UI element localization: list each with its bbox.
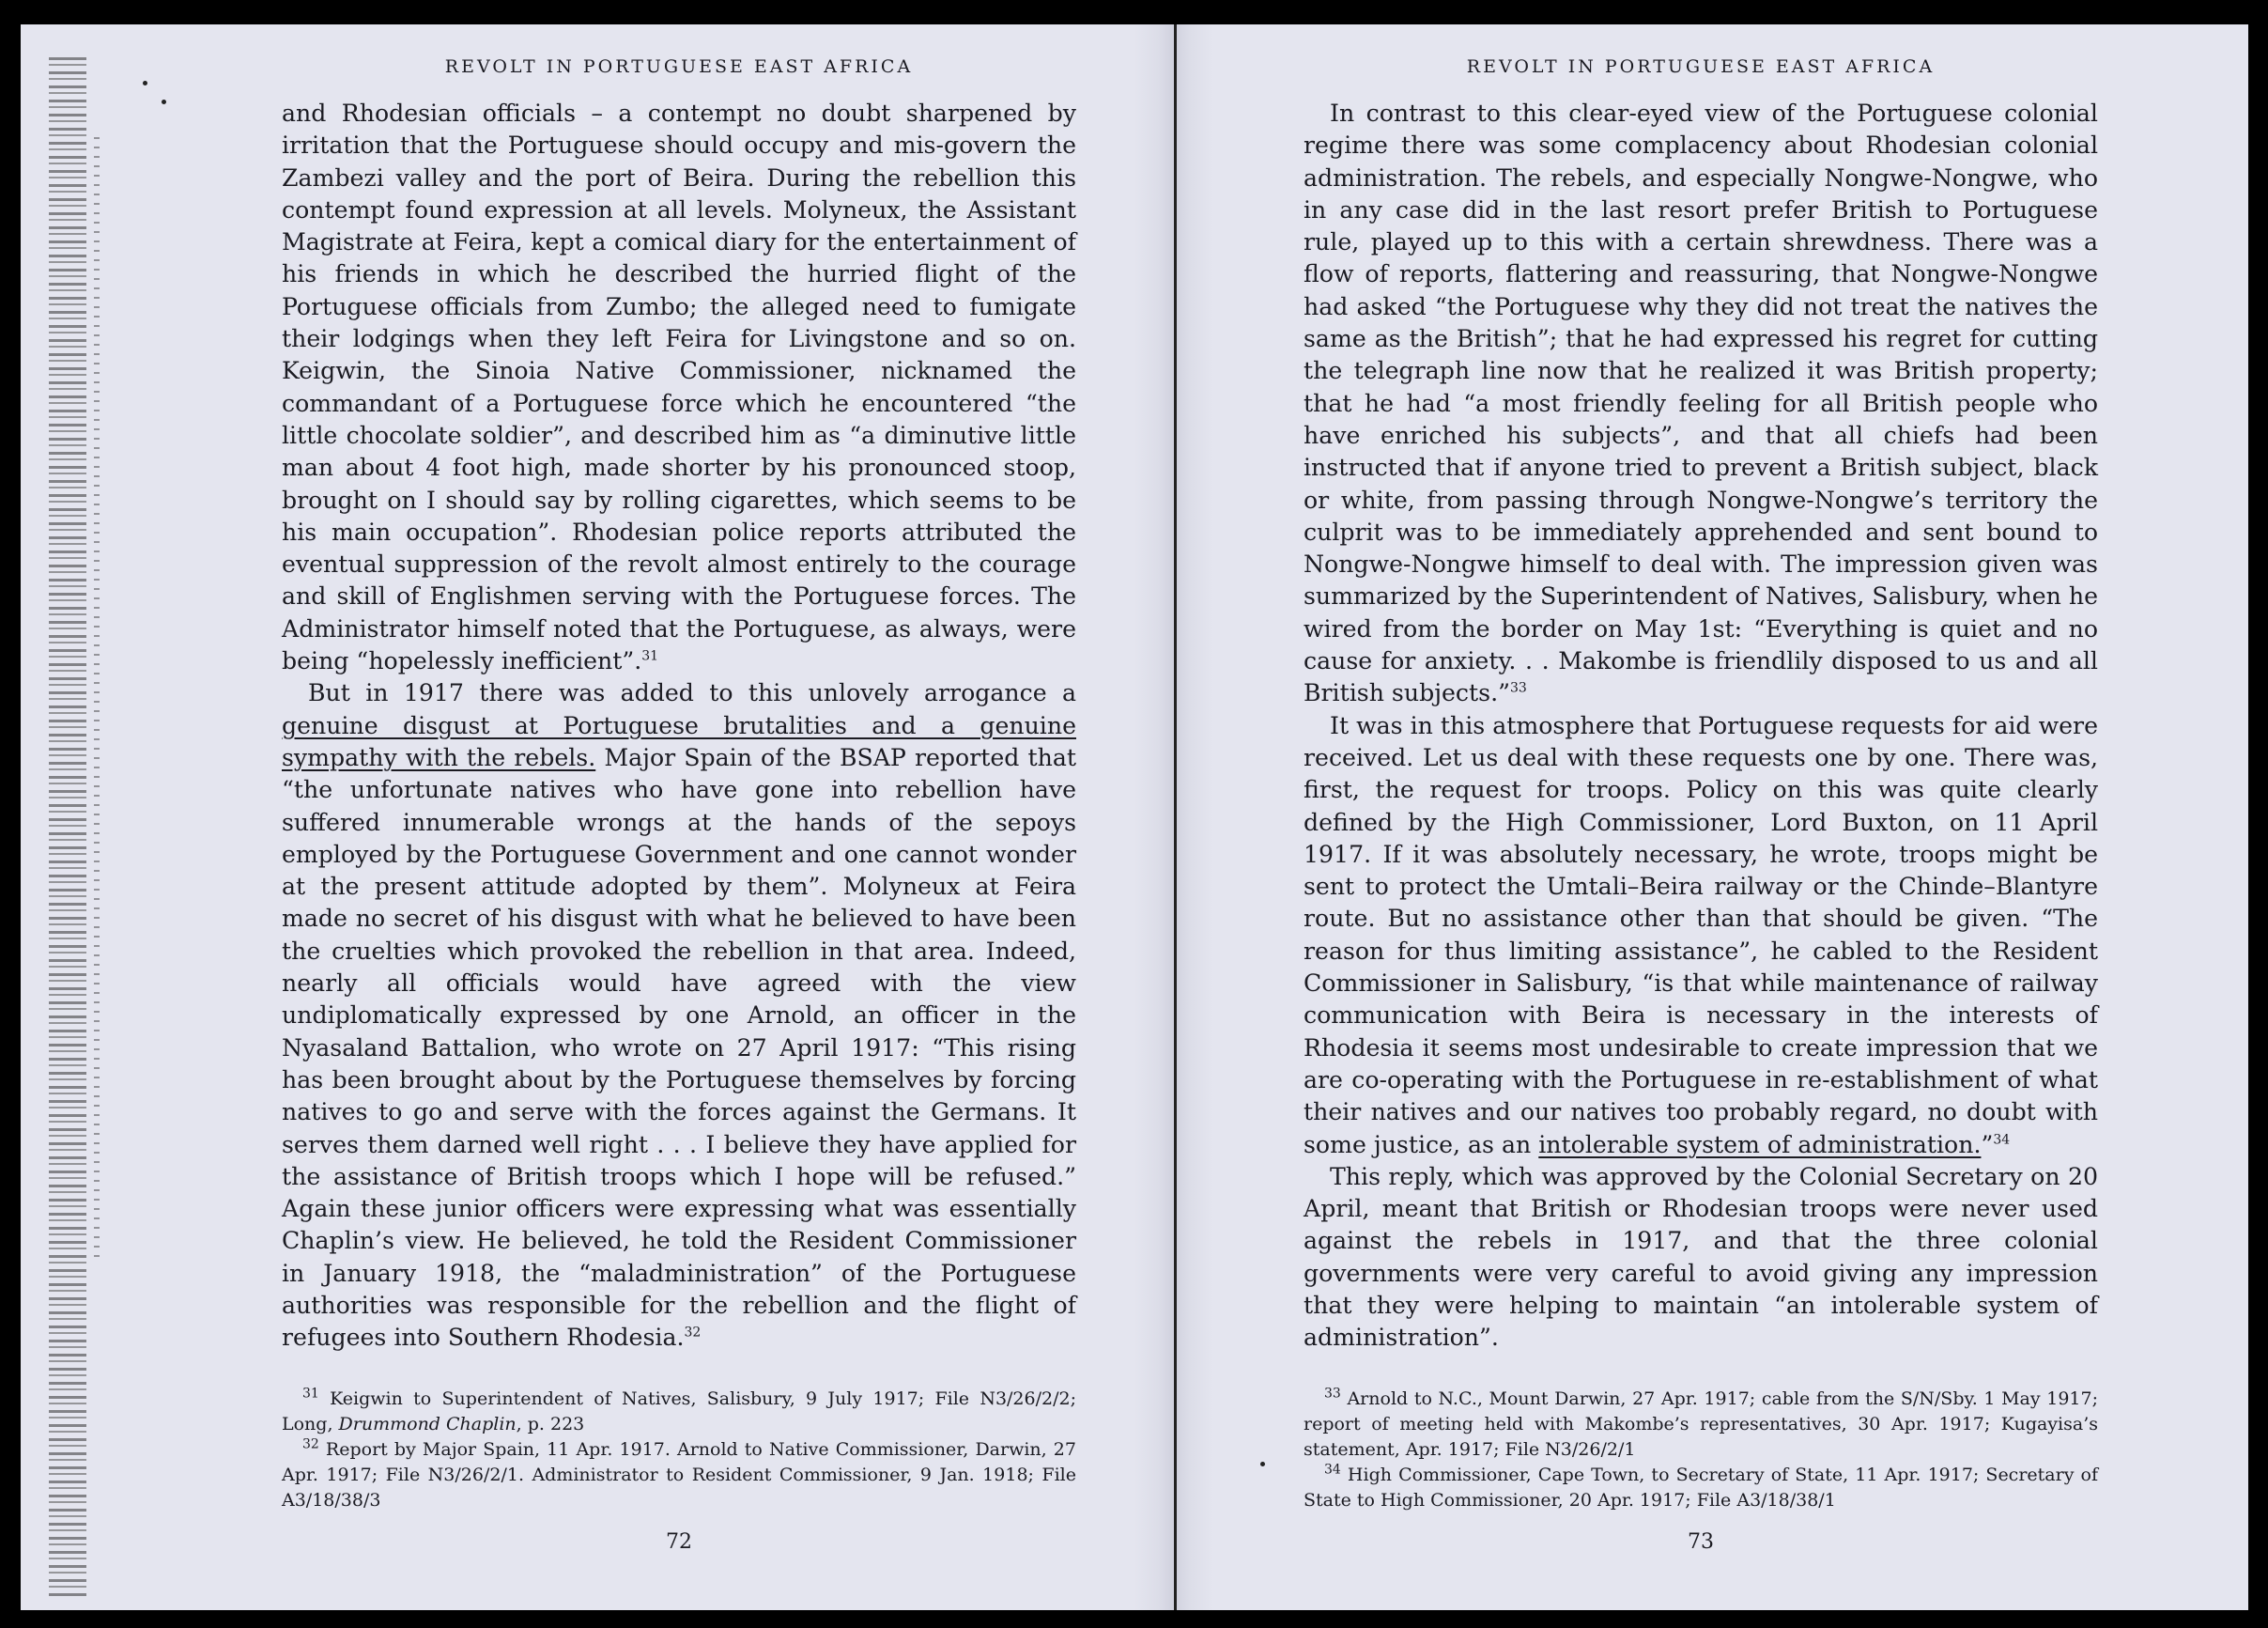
footnote xyxy=(282,1387,1076,1437)
footnote-number: 33 xyxy=(1324,1386,1341,1402)
right-page xyxy=(1304,56,2098,1554)
footnote-text: Keigwin to Superintendent of Natives, Salisbury, 9 July 1917; File N3/26/2/2; Long, xyxy=(282,1388,1076,1434)
binding-shadow xyxy=(49,57,86,1598)
left-page xyxy=(282,56,1076,1554)
footnote-text: Arnold to N.C., Mount Darwin, 27 Apr. 1917; cable from the S/N/Sby. 1 May 1917; report of meeting held with Makombe’s representatives, 30 Apr. 1917; Kugayisa’s statement, Apr. 1917; File N3/26/2/1 xyxy=(1304,1388,2098,1460)
footnote xyxy=(282,1437,1076,1513)
paragraph xyxy=(1304,98,2098,710)
underlined-passage: genuine disgust at Portuguese brutalities and a genuine sympathy with the rebels. xyxy=(282,711,1076,771)
page-body xyxy=(1304,98,2098,1355)
footnote xyxy=(1304,1387,2098,1463)
scan-speck xyxy=(1260,1462,1265,1466)
footnotes xyxy=(1304,1387,2098,1513)
footnotes xyxy=(282,1387,1076,1513)
paragraph-text: It was in this atmosphere that Portuguese requests for aid were received. Let us deal with these requests one by one. There was, first, the request for troops. Policy on this was quite clearly defined by the High Commissioner, Lord Buxton, on 11 April 1917. If it was absolutely necessary, he wrote, troops might be sent to protect the Umtali–Beira railway or the Chinde–Blantyre route. But no assistance other than that should be given. “The reason for thus limiting assistance”, he cabled to the Resident Commissioner in Salisbury, “is that while maintenance of railway communication with Beira is necessary in the interests of Rhodesia it seems most undesirable to create impression that we are co-operating with the Portuguese in re-establishment of what their natives and our natives too probably regard, no doubt with some justice, as an xyxy=(1304,711,2098,1158)
footnote-ref: 31 xyxy=(641,648,659,664)
paragraph xyxy=(282,677,1076,1354)
paragraph-text: This reply, which was approved by the Colonial Secretary on 20 April, meant that British or Rhodesian troops were never used against the rebels in 1917, and that the three colonial governments were very careful to avoid giving any impression that they were helping to maintain “an intolerable system of administration”. xyxy=(1304,1162,2098,1352)
paragraph xyxy=(1304,1161,2098,1355)
footnote-text: Report by Major Spain, 11 Apr. 1917. Arnold to Native Commissioner, Darwin, 27 Apr. 1917; File N3/26/2/1. Administrator to Resident Commissioner, 9 Jan. 1918; File A3/18/38/3 xyxy=(282,1438,1076,1511)
paragraph-text: ” xyxy=(1981,1130,1994,1158)
paragraph xyxy=(282,98,1076,677)
scan-speck xyxy=(143,81,147,85)
page-body xyxy=(282,98,1076,1355)
paragraph-text: and Rhodesian officials – a contempt no doubt sharpened by irritation that the Portuguese should occupy and mis-govern the Zambezi valley and the port of Beira. During the rebellion this contempt found expression at all levels. Molyneux, the Assistant Magistrate at Feira, kept a comical diary for the entertainment of his friends in which he described the hurried flight of the Portuguese officials from Zumbo; the alleged need to fumigate their lodgings when they left Feira for Livingstone and so on. Keigwin, the Sinoia Native Commissioner, nicknamed the commandant of a Portuguese force which he encountered “the little chocolate soldier”, and described him as “a diminutive little man about 4 foot high, made shorter by his pronounced stoop, brought on I should say by rolling cigarettes, which seems to be his main occupation”. Rhodesian police reports attributed the eventual suppression of the revolt almost entirely to the courage and skill of Englishmen serving with the Portuguese forces. The Administrator himself noted that the Portuguese, as always, were being “hopelessly inefficient”. xyxy=(282,100,1076,675)
page-fold-line xyxy=(1174,24,1177,1610)
paragraph-text: In contrast to this clear-eyed view of the Portuguese colonial regime there was some complacency about Rhodesian colonial administration. The rebels, and especially Nongwe-Nongwe, who in any case did in the last resort prefer British to Portuguese rule, played up to this with a certain shrewdness. There was a flow of reports, flattering and reassuring, that Nongwe-Nongwe had asked “the Portuguese why they did not treat the natives the same as the British”; that he had expressed his regret for cutting the telegraph line now that he realized it was British property; that he had “a most friendly feeling for all British people who have enriched his subjects”, and that all chiefs had been instructed that if anyone tried to prevent a British subject, black or white, from passing through Nongwe-Nongwe’s territory the culprit was to be immediately apprehended and sent bound to Nongwe-Nongwe himself to deal with. The impression given was summarized by the Superintendent of Natives, Salisbury, when he wired from the border on May 1st: “Everything is quiet and no cause for anxiety. . . Makombe is friendlily disposed to us and all British subjects.” xyxy=(1304,100,2098,707)
paragraph xyxy=(1304,710,2098,1161)
footnote-number: 31 xyxy=(302,1386,319,1402)
footnote-ref: 32 xyxy=(684,1325,702,1341)
paragraph-text: Major Spain of the BSAP reported that “the unfortunate natives who have gone into rebellion have suffered innumerable wrongs at the hands of the sepoys employed by the Portuguese Government and one cannot wonder at the present attitude adopted by them”. Molyneux at Feira made no secret of his disgust with what he believed to have been the cruelties which provoked the rebellion in that area. Indeed, nearly all officials would have agreed with the view undiplomatically expressed by one Arnold, an officer in the Nyasaland Battalion, who wrote on 27 April 1917: “This rising has been brought about by the Portuguese themselves by forcing natives to go and serve with the forces against the Germans. It serves them darned well right . . . I believe they have applied for the assistance of British troops which I hope will be refused.” Again these junior officers were expressing what was essentially Chaplin’s view. He believed, he told the Resident Commissioner in January 1918, the “maladministration” of the Portuguese authorities was responsible for the rebellion and the flight of refugees into Southern Rhodesia. xyxy=(282,743,1076,1352)
underlined-passage: intolerable system of administration. xyxy=(1538,1130,1982,1158)
footnote-title: Drummond Chaplin xyxy=(338,1413,517,1434)
page-number: 72 xyxy=(666,1529,692,1554)
footnote-number: 32 xyxy=(302,1436,319,1452)
footnote-text: High Commissioner, Cape Town, to Secretary of State, 11 Apr. 1917; Secretary of State to High Commissioner, 20 Apr. 1917; File A3/18/38/1 xyxy=(1304,1464,2098,1511)
footnote-ref: 33 xyxy=(1509,680,1527,696)
footnote-ref: 34 xyxy=(1993,1132,2011,1148)
footnote-number: 34 xyxy=(1324,1462,1341,1478)
running-header: REVOLT IN PORTUGUESE EAST AFRICA xyxy=(444,56,914,77)
paragraph-text: But in 1917 there was added to this unlovely arrogance a xyxy=(308,679,1076,707)
footnote xyxy=(1304,1463,2098,1513)
binding-marks xyxy=(94,137,100,1264)
page-number: 73 xyxy=(1688,1529,1714,1554)
footnote-text: , p. 223 xyxy=(516,1413,585,1434)
scan-speck xyxy=(162,100,166,104)
running-header: REVOLT IN PORTUGUESE EAST AFRICA xyxy=(1466,56,1936,77)
